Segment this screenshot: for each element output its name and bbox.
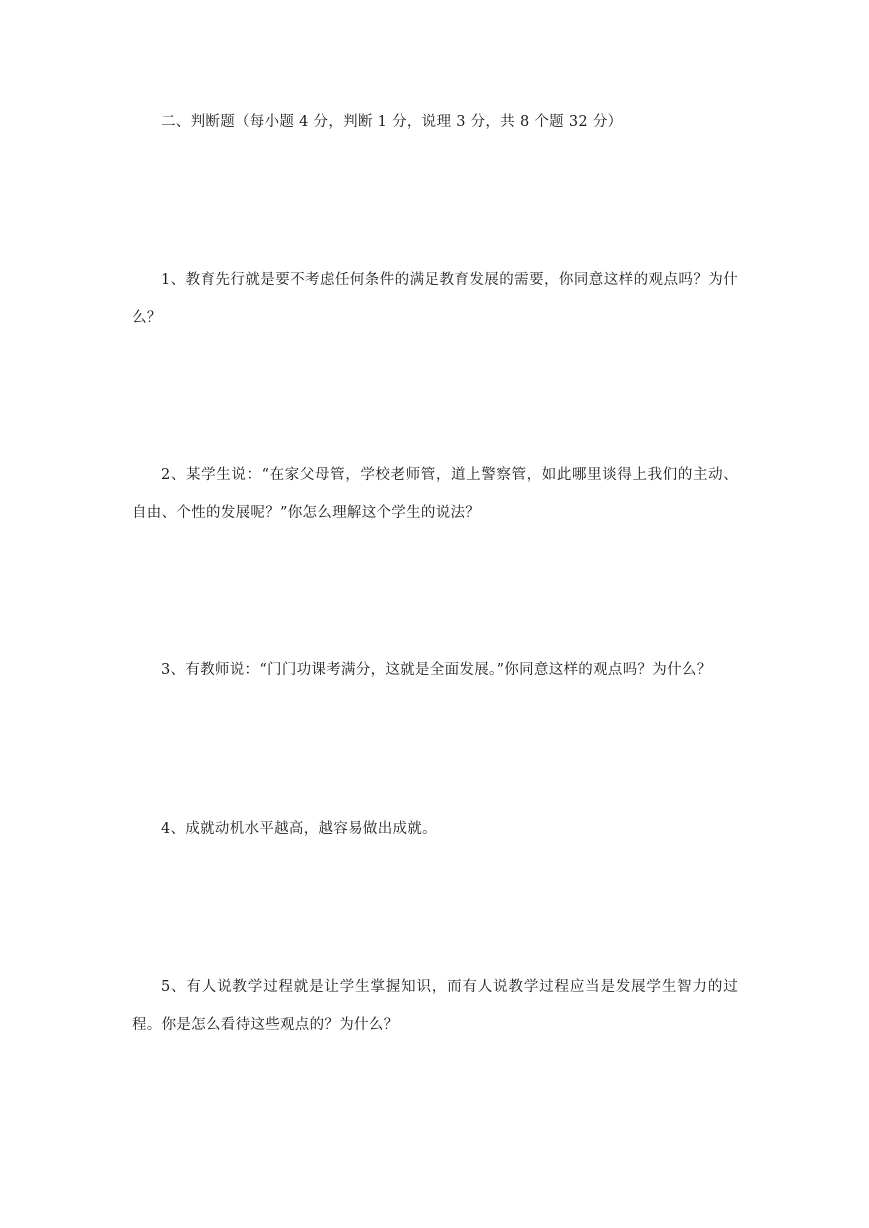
question-4: 4、成就动机水平越高，越容易做出成就。 <box>161 821 437 837</box>
question-3: 3、有教师说：“门门功课考满分，这就是全面发展。”你同意这样的观点吗？为什么？ <box>161 662 712 678</box>
question-2: 2、某学生说：“在家父母管，学校老师管，道上警察管，如此哪里谈得上我们的主动、自由、个性的发展呢？”你怎么理解这个学生的说法？ <box>132 467 738 521</box>
question-5: 5、有人说教学过程就是让学生掌握知识，而有人说教学过程应当是发展学生智力的过程。你是怎么看待这些观点的？为什么？ <box>132 979 738 1033</box>
question-1: 1、教育先行就是要不考虑任何条件的满足教育发展的需要，你同意这样的观点吗？为什么？ <box>132 272 738 326</box>
section-heading: 二、判断题（每小题 4 分，判断 1 分，说理 3 分，共 8 个题 32 分） <box>161 114 623 130</box>
